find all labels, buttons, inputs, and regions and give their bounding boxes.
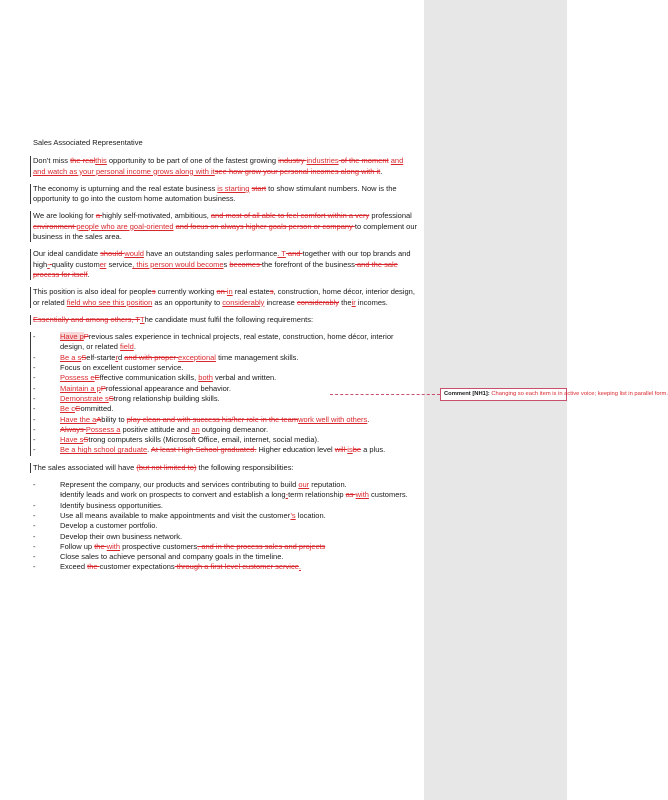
paragraph-looking-for: We are looking for a highly self-motivated, ambitious, and most of all able to feel comfort within a very professional environment people who are goal-oriented and focus on always higher goals person or company to complement our business in the sales area. — [33, 211, 418, 242]
requirement-item: - Possess eEffective communication skills, both verbal and written. — [33, 373, 417, 383]
responsibility-item: - Represent the company, our products and services contributing to build our reputation. — [33, 480, 417, 490]
paragraph-responsibilities-intro: The sales associated will have (but not limited to) the following responsibilities: — [33, 463, 417, 473]
paragraph-economy: The economy is upturning and the real estate business is starting start to show stimulant numbers. Now is the opportunity to go into the custom home automation business. — [33, 184, 417, 205]
requirements-list — [33, 332, 417, 456]
paragraph-position-ideal: This position is also ideal for peoples currently working on in real estates, construction, home décor, interior design, or related field who see this position as an opportunity to considerably increase considerably their incomes. — [33, 287, 417, 308]
responsibilities-list — [33, 480, 417, 573]
requirement-item: - Always Possess a positive attitude and an outgoing demeanor. — [33, 425, 417, 435]
responsibility-item: - Close sales to achieve personal and company goals in the timeline. — [33, 552, 417, 562]
comment-balloon[interactable] — [440, 388, 668, 401]
requirement-item: - Demonstrate sStrong relationship building skills. — [33, 394, 417, 404]
requirement-item: - Be a sSelf-starterd and with proper exceptional time management skills. — [33, 353, 417, 363]
requirement-item: - Maintain a pProfessional appearance and behavior. — [33, 384, 417, 394]
paragraph-intro: Don’t miss the realthis opportunity to be part of one of the fastest growing industry industries of the moment and and watch as your personal income grows along with itsee how grow your personal incomes along with it. — [33, 156, 417, 177]
responsibility-item: - Follow up the with prospective customers, and in the process sales and projects — [33, 542, 417, 552]
responsibility-item: - Exceed the customer expectations through a first level customer service. — [33, 562, 417, 572]
requirement-item: - Be a high school graduate. At least High School graduated. Higher education level will isbe a plus. — [33, 445, 417, 455]
requirement-item: - Have pPrevious sales experience in technical projects, real estate, construction, home décor, interior design, or related field. — [33, 332, 417, 353]
responsibility-item: - Identify business opportunities. — [33, 501, 417, 511]
requirement-item: - Be cCommitted. — [33, 404, 417, 414]
responsibility-item: - Develop their own business network. — [33, 532, 417, 542]
requirement-item: - Have sStrong computers skills (Microsoft Office, email, internet, social media). — [33, 435, 417, 445]
document-title: Sales Associated Representative — [33, 138, 143, 147]
responsibility-item: - Develop a customer portfolio. — [33, 521, 417, 531]
comment-text: Changing so each item is in active voice; keeping list in parallel form. — [491, 391, 668, 397]
paragraph-requirements-intro: Essentially and among others, TThe candidate must fulfil the following requirements: — [33, 315, 417, 325]
responsibility-item: - Use all means available to make appointments and visit the customer’s location. — [33, 511, 417, 521]
paragraph-ideal-candidate: Our ideal candidate should would have an outstanding sales performance. T and together with our top brands and high- quality customer service, this person would becomes becomes the forefront of the business and the sale process for itself. — [33, 249, 417, 280]
document-body[interactable] — [33, 138, 417, 580]
responsibility-item: - Identify leads and work on prospects to convert and establish a long-term relationship as with customers. — [33, 490, 417, 500]
comment-label: Comment [NH1]: — [444, 391, 490, 397]
requirement-item: - Focus on excellent customer service. — [33, 363, 417, 373]
requirement-item: - Have the aAbility to play clean and with success his/her role in the teamwork well with others. — [33, 415, 417, 425]
